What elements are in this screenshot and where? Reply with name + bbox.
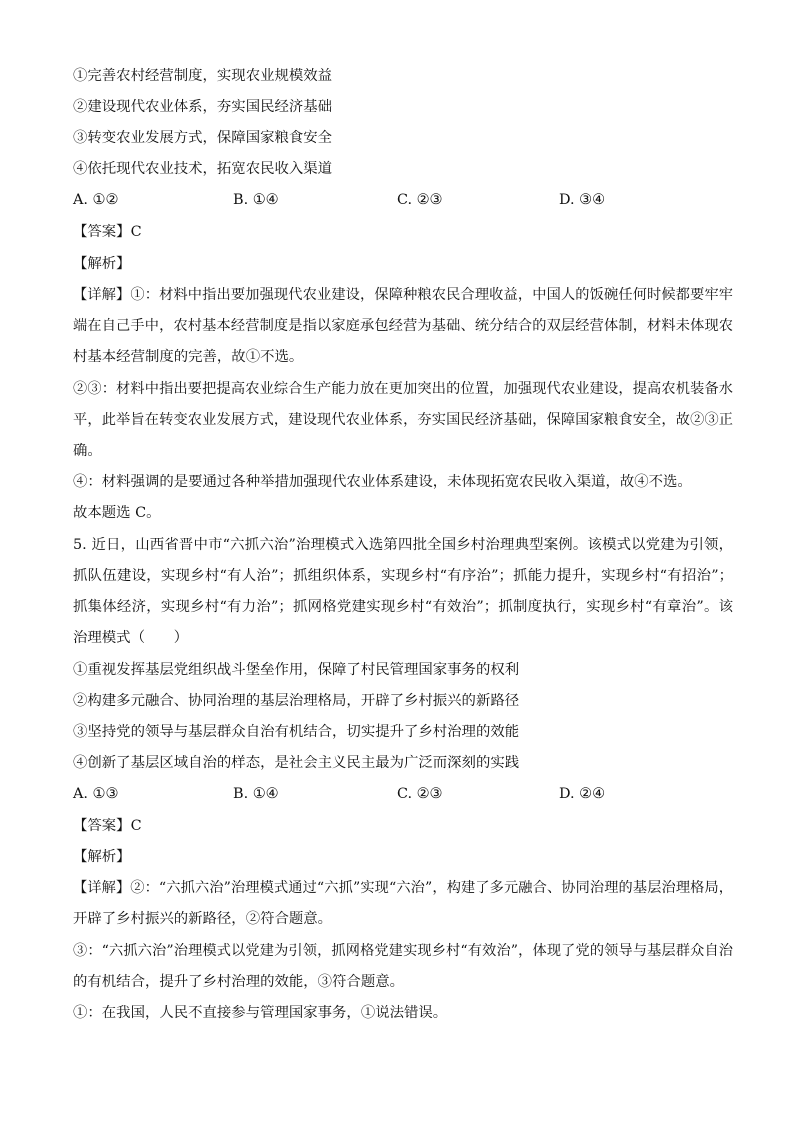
q5-statement-1: ①重视发挥基层党组织战斗堡垒作用，保障了村民管理国家事务的权利 — [73, 662, 520, 678]
q4-analysis-label: 【解析】 — [73, 256, 131, 272]
q5-detail-line-2: 开辟了乡村振兴的新路径，②符合题意。 — [73, 911, 333, 927]
q4-detail-line-2: 端在自己手中，农村基本经营制度是指以家庭承包经营为基础、统分结合的双层经营体制，材料未体现农 — [73, 318, 733, 334]
q5-detail-line-4: 的有机结合，提升了乡村治理的效能，③符合题意。 — [73, 974, 404, 990]
q4-detail-line-6: 确。 — [73, 443, 102, 459]
q5-option-b: B. ①④ — [233, 786, 279, 802]
q5-stem-line-2: 抓队伍建设，实现乡村“有人治”；抓组织体系，实现乡村“有序治”；抓能力提升，实现乡村“有招治”； — [73, 568, 733, 584]
q5-detail-line-5: ①：在我国，人民不直接参与管理国家事务，①说法错误。 — [73, 1005, 448, 1021]
q4-detail-line-3: 村基本经营制度的完善，故①不选。 — [73, 349, 304, 365]
q4-statement-1: ①完善农村经营制度，实现农业规模效益 — [73, 68, 333, 84]
q4-detail-line-5: 平，此举旨在转变农业发展方式，建设现代农业体系，夯实国民经济基础，保障国家粮食安全，故②③正 — [73, 412, 733, 428]
q5-option-d: D. ②④ — [559, 786, 605, 802]
q5-detail-line-1: 【详解】②：“六抓六治”治理模式通过“六抓”实现“六治”，构建了多元融合、协同治理的基层治理格局， — [73, 880, 733, 896]
q4-statement-4: ④依托现代农业技术，拓宽农民收入渠道 — [73, 161, 333, 177]
q4-detail-line-4: ②③：材料中指出要把提高农业综合生产能力放在更加突出的位置，加强现代农业建设，提高农机装备水 — [73, 381, 733, 397]
q4-statement-3: ③转变农业发展方式，保障国家粮食安全 — [73, 130, 333, 146]
q5-analysis-label: 【解析】 — [73, 849, 131, 865]
q4-detail-line-7: ④：材料强调的是要通过各种举措加强现代农业体系建设，未体现拓宽农民收入渠道，故④不选。 — [73, 474, 692, 490]
q4-option-d: D. ③④ — [559, 192, 605, 208]
q4-option-a: A. ①② — [73, 192, 119, 208]
q5-statement-2: ②构建多元融合、协同治理的基层治理格局，开辟了乡村振兴的新路径 — [73, 693, 520, 709]
q5-option-c: C. ②③ — [397, 786, 443, 802]
q5-stem-line-4: 治理模式（ ） — [73, 630, 189, 646]
q5-stem-line-3: 抓集体经济，实现乡村“有力治”；抓网格党建实现乡村“有效治”；抓制度执行，实现乡村“有章治”。该 — [73, 599, 733, 615]
q4-option-c: C. ②③ — [397, 192, 443, 208]
q4-detail-line-1: 【详解】①：材料中指出要加强现代农业建设，保障种粮农民合理收益，中国人的饭碗任何时候都要牢牢 — [73, 287, 733, 303]
q5-option-a: A. ①③ — [73, 786, 119, 802]
q4-answer: 【答案】C — [73, 224, 142, 240]
q5-statement-4: ④创新了基层区域自治的样态，是社会主义民主最为广泛而深刻的实践 — [73, 755, 520, 771]
q4-statement-2: ②建设现代农业体系，夯实国民经济基础 — [73, 99, 333, 115]
q5-detail-line-3: ③：“六抓六治”治理模式以党建为引领，抓网格党建实现乡村“有效治”，体现了党的领导与基层群众自治 — [73, 943, 733, 959]
q5-answer: 【答案】C — [73, 818, 142, 834]
q4-option-b: B. ①④ — [233, 192, 279, 208]
q5-statement-3: ③坚持党的领导与基层群众自治有机结合，切实提升了乡村治理的效能 — [73, 724, 520, 740]
q5-stem-line-1: 5. 近日，山西省晋中市“六抓六治”治理模式入选第四批全国乡村治理典型案例。该模式以党建为引领， — [73, 537, 733, 553]
q4-conclusion: 故本题选 C。 — [73, 505, 161, 521]
